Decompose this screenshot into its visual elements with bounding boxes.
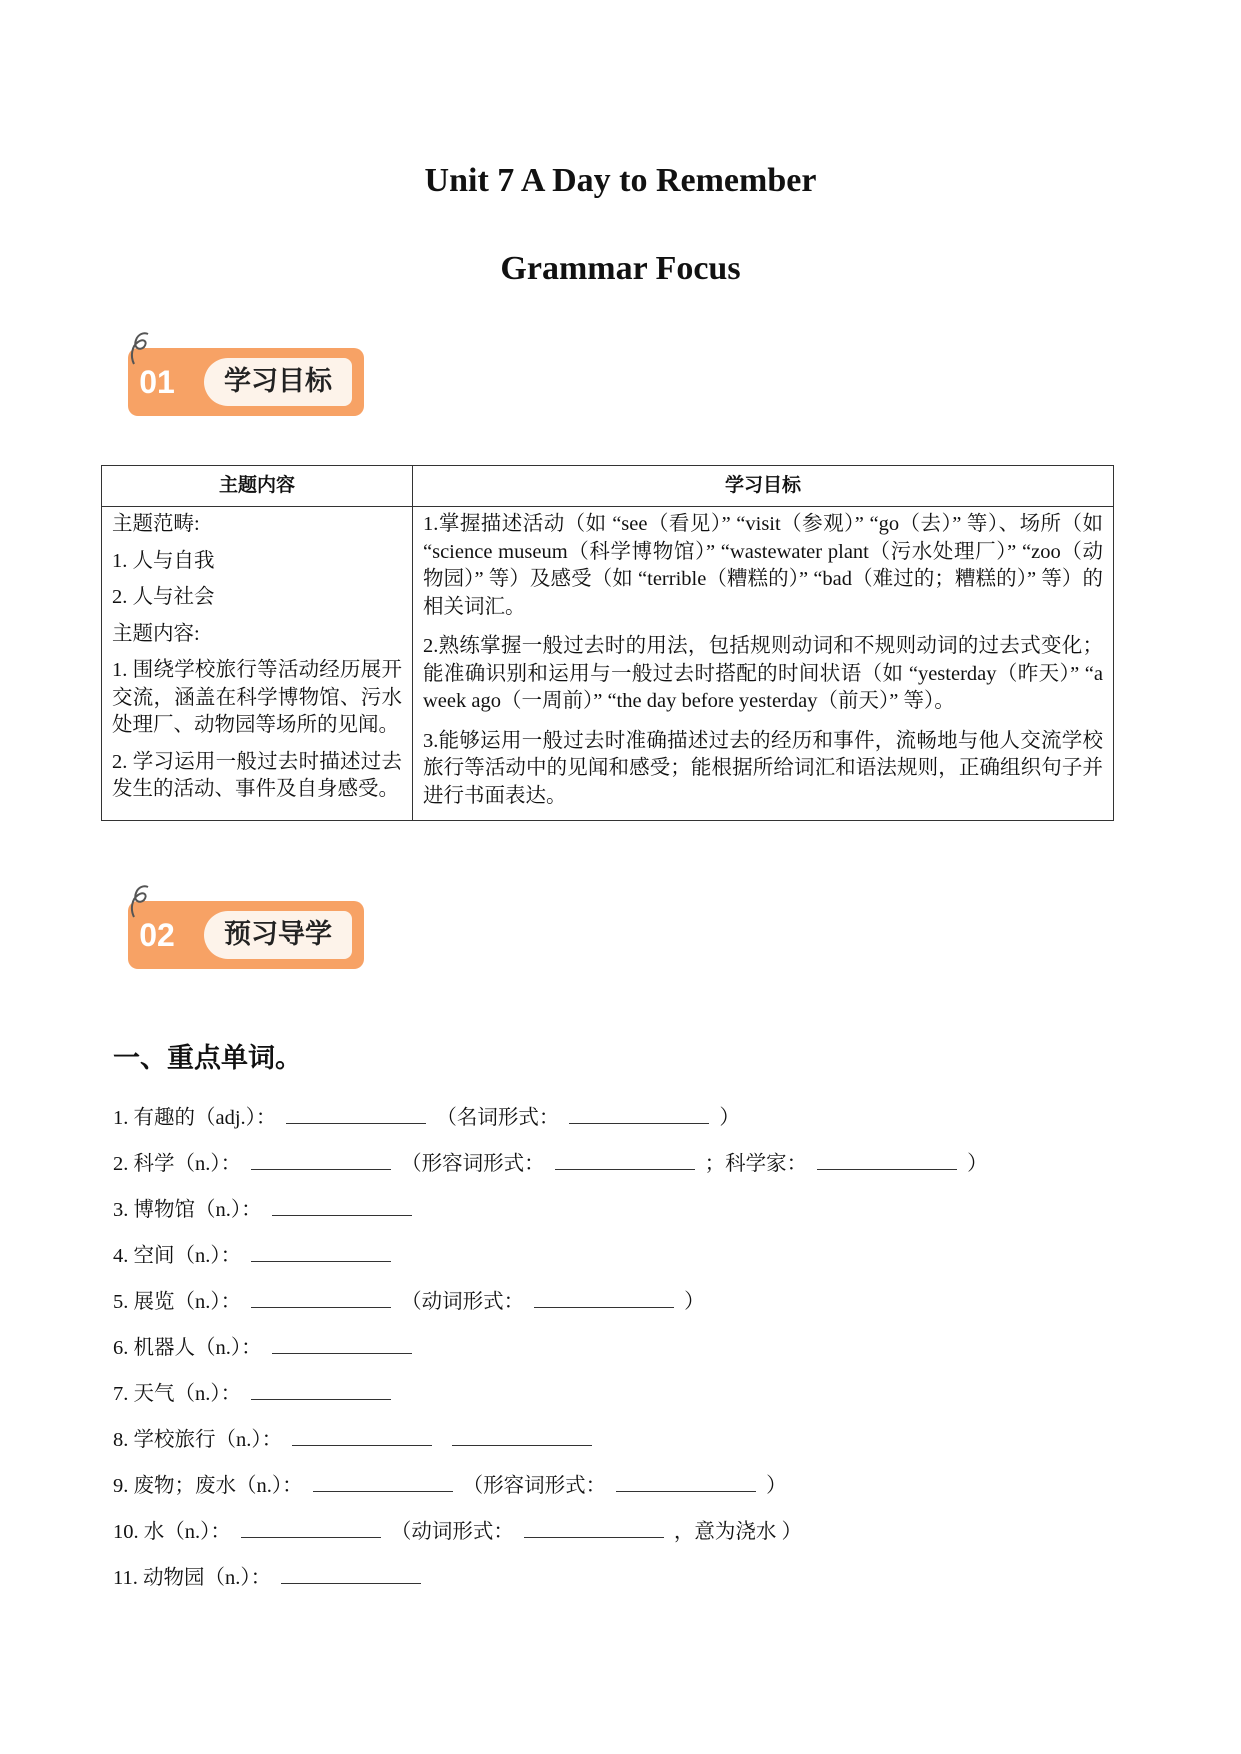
vocab-item (113, 1192, 988, 1238)
vocab-hint: ） (719, 1107, 740, 1129)
answer-blank[interactable] (272, 1193, 412, 1216)
goal-item: 1.掌握描述活动（如 “see（看见）” “visit（参观）” “go（去）” 等）、场所（如 “science museum（科学博物馆）” “wastewater plant（污水处理厂）” “zoo（动物园）” 等）及感受（如 “terrible（糟糕的）” “bad（难过的；糟糕的）” 等）的相关词汇。 (423, 513, 1103, 618)
topic-line: 1. 人与自我 (112, 549, 215, 572)
header-topic: 主题内容 (102, 466, 413, 507)
vocab-prompt: 1. 有趣的（adj.）： (113, 1107, 277, 1129)
answer-blank[interactable] (286, 1101, 426, 1124)
vocab-prompt: 2. 科学（n.）： (113, 1153, 242, 1175)
answer-blank[interactable] (251, 1239, 391, 1262)
vocab-prompt: 11. 动物园（n.）： (113, 1567, 272, 1589)
answer-blank[interactable] (452, 1423, 592, 1446)
vocab-prompt: 9. 废物；废水（n.）： (113, 1475, 303, 1497)
vocab-item (113, 1422, 988, 1468)
answer-blank[interactable] (281, 1561, 421, 1584)
section-badge-goals (128, 348, 364, 416)
topic-line: 2. 人与社会 (112, 586, 215, 608)
vocab-prompt: 3. 博物馆（n.）： (113, 1199, 262, 1221)
vocab-item (113, 1514, 988, 1560)
topic-line: 主题范畴: (112, 513, 200, 535)
vocab-prompt: 6. 机器人（n.）： (113, 1337, 262, 1359)
answer-blank[interactable] (313, 1469, 453, 1492)
page-subtitle: Grammar Focus (500, 250, 741, 287)
vocab-hint: ） (766, 1475, 787, 1497)
vocab-item (113, 1100, 988, 1146)
vocab-item (113, 1238, 988, 1284)
badge-number: 01 (139, 364, 175, 400)
vocab-hint: （形容词形式： (401, 1153, 545, 1175)
answer-blank[interactable] (524, 1515, 664, 1538)
vocab-hint: （形容词形式： (462, 1475, 607, 1497)
answer-blank[interactable] (241, 1515, 381, 1538)
vocab-hint: （动词形式： (390, 1521, 514, 1543)
vocab-prompt: 4. 空间（n.）： (113, 1245, 242, 1267)
vocabulary-list (113, 1100, 988, 1606)
topic-line: 2. 学习运用一般过去时描述过去发生的活动、事件及自身感受。 (112, 750, 402, 800)
learning-goals-table (101, 465, 1114, 821)
topic-line: 1. 围绕学校旅行等活动经历展开交流，涵盖在科学博物馆、污水处理厂、动物园等场所的见闻。 (112, 659, 402, 736)
answer-blank[interactable] (569, 1101, 709, 1124)
header-goals: 学习目标 (413, 466, 1114, 507)
answer-blank[interactable] (292, 1423, 432, 1446)
badge-label: 预习导学 (204, 911, 352, 959)
section-heading-vocabulary: 一、重点单词。 (113, 1043, 302, 1074)
vocab-hint: ） (684, 1291, 705, 1313)
answer-blank[interactable] (555, 1147, 695, 1170)
answer-blank[interactable] (534, 1285, 674, 1308)
vocab-hint: ；科学家： (704, 1153, 808, 1175)
page-title: Unit 7 A Day to Remember (424, 162, 817, 199)
answer-blank[interactable] (817, 1147, 957, 1170)
vocab-item (113, 1284, 988, 1330)
vocab-prompt: 10. 水（n.）： (113, 1521, 231, 1543)
answer-blank[interactable] (251, 1147, 391, 1170)
badge-number: 02 (139, 917, 175, 953)
section-badge-preview (128, 901, 364, 969)
table-header-row (102, 466, 1114, 507)
vocab-item (113, 1330, 988, 1376)
topic-cell (102, 507, 413, 821)
vocab-item (113, 1376, 988, 1422)
goal-item: 2.熟练掌握一般过去时的用法，包括规则动词和不规则动词的过去式变化；能准确识别和运用与一般过去时搭配的时间状语（如 “yesterday（昨天）” “a week ago（一周前）” “the day before yesterday（前天）” 等）。 (423, 635, 1103, 712)
vocab-prompt: 8. 学校旅行（n.）： (113, 1429, 283, 1451)
table-row (102, 507, 1114, 821)
vocab-hint: ，意为浇水 ） (673, 1521, 802, 1543)
vocab-item (113, 1560, 988, 1606)
goals-cell (413, 507, 1114, 821)
answer-blank[interactable] (251, 1285, 391, 1308)
answer-blank[interactable] (272, 1331, 412, 1354)
answer-blank[interactable] (616, 1469, 756, 1492)
vocab-hint: （动词形式： (401, 1291, 525, 1313)
answer-blank[interactable] (251, 1377, 391, 1400)
vocab-item (113, 1146, 988, 1192)
vocab-hint: ） (967, 1153, 988, 1175)
goal-item: 3.能够运用一般过去时准确描述过去的经历和事件，流畅地与他人交流学校旅行等活动中的见闻和感受；能根据所给词汇和语法规则，正确组织句子并进行书面表达。 (423, 729, 1103, 807)
vocab-prompt: 5. 展览（n.）： (113, 1291, 242, 1313)
vocab-item (113, 1468, 988, 1514)
topic-line: 主题内容: (112, 622, 200, 645)
badge-label: 学习目标 (204, 358, 352, 406)
vocab-prompt: 7. 天气（n.）： (113, 1383, 242, 1405)
vocab-hint: （名词形式： (436, 1107, 560, 1129)
